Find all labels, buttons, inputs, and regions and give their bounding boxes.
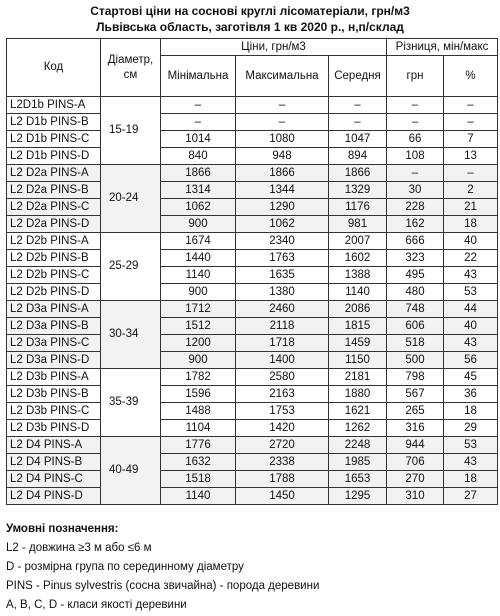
cell-code: L2 D2b PINS-B <box>7 250 101 267</box>
legend-line: PINS - Pinus sylvestris (сосна звичайна) - порода деревини <box>6 580 320 592</box>
table-row <box>7 114 498 131</box>
table-row <box>7 471 498 488</box>
cell-max: 2460 <box>236 301 329 318</box>
cell-diff-pct: 44 <box>444 301 498 318</box>
cell-diff-uah: 323 <box>387 250 444 267</box>
cell-avg: 2086 <box>329 301 387 318</box>
table-row <box>7 199 498 216</box>
cell-diff-pct: 2 <box>444 182 498 199</box>
cell-avg: 2248 <box>329 437 387 454</box>
cell-avg: 2181 <box>329 369 387 386</box>
header-code: Код <box>7 39 101 97</box>
cell-code: L2 D2a PINS-D <box>7 216 101 233</box>
cell-max: 2118 <box>236 318 329 335</box>
cell-max: 2163 <box>236 386 329 403</box>
cell-max: 1400 <box>236 352 329 369</box>
cell-code: L2 D1b PINS-B <box>7 114 101 131</box>
cell-diff-uah: 270 <box>387 471 444 488</box>
cell-min: 1632 <box>161 454 236 471</box>
cell-diff-uah: 66 <box>387 131 444 148</box>
legend-heading: Умовні позначення: <box>6 523 119 535</box>
cell-diameter: 35-39 <box>101 369 161 437</box>
cell-code: L2 D3b PINS-D <box>7 420 101 437</box>
table-body <box>7 97 498 505</box>
cell-max: 1062 <box>236 216 329 233</box>
table-row <box>7 335 498 352</box>
cell-diff-uah: 944 <box>387 437 444 454</box>
cell-code: L2 D3b PINS-B <box>7 386 101 403</box>
cell-min: – <box>161 114 236 131</box>
table-row <box>7 97 498 114</box>
cell-code: L2 D2b PINS-A <box>7 233 101 250</box>
cell-max: 1420 <box>236 420 329 437</box>
cell-code: L2 D3a PINS-A <box>7 301 101 318</box>
cell-diff-uah: 30 <box>387 182 444 199</box>
cell-diff-uah: 706 <box>387 454 444 471</box>
cell-diff-uah: 606 <box>387 318 444 335</box>
cell-code: L2 D4 PINS-B <box>7 454 101 471</box>
cell-avg: – <box>329 114 387 131</box>
cell-code: L2 D2b PINS-D <box>7 284 101 301</box>
cell-max: – <box>236 97 329 114</box>
cell-min: 1518 <box>161 471 236 488</box>
cell-diameter: 20-24 <box>101 165 161 233</box>
cell-max: 1290 <box>236 199 329 216</box>
cell-diff-pct: 29 <box>444 420 498 437</box>
title-line-2: Львівська область, заготівля 1 кв 2020 р., н,п/склад <box>96 20 404 34</box>
cell-code: L2 D3a PINS-C <box>7 335 101 352</box>
cell-diff-uah: 798 <box>387 369 444 386</box>
cell-code: L2 D2a PINS-B <box>7 182 101 199</box>
title-line-1: Стартові ціни на соснові круглі лісоматеріали, грн/м3 <box>90 4 410 18</box>
cell-max: – <box>236 114 329 131</box>
cell-min: 1782 <box>161 369 236 386</box>
table-row <box>7 369 498 386</box>
cell-diff-pct: – <box>444 97 498 114</box>
cell-diff-pct: 18 <box>444 216 498 233</box>
cell-diff-uah: 567 <box>387 386 444 403</box>
cell-diff-uah: 228 <box>387 199 444 216</box>
price-table <box>6 38 498 505</box>
table-row <box>7 233 498 250</box>
cell-min: 1488 <box>161 403 236 420</box>
cell-diff-pct: 40 <box>444 318 498 335</box>
cell-diff-pct: 36 <box>444 386 498 403</box>
cell-min: 1776 <box>161 437 236 454</box>
cell-min: 900 <box>161 216 236 233</box>
cell-diff-pct: 22 <box>444 250 498 267</box>
cell-avg: 894 <box>329 148 387 165</box>
legend-line: D - розмірна група по серединному діаметру <box>6 561 244 573</box>
cell-avg: 2007 <box>329 233 387 250</box>
cell-diff-pct: 18 <box>444 403 498 420</box>
cell-max: 1080 <box>236 131 329 148</box>
cell-max: 1763 <box>236 250 329 267</box>
header-prices: Ціни, грн/м3 <box>161 39 387 56</box>
header-min: Мінімальна <box>161 56 236 97</box>
cell-diff-uah: 518 <box>387 335 444 352</box>
header-avg: Середня <box>329 56 387 97</box>
table-row <box>7 488 498 505</box>
cell-diff-uah: 316 <box>387 420 444 437</box>
cell-max: 2720 <box>236 437 329 454</box>
table-row <box>7 165 498 182</box>
cell-diff-pct: 53 <box>444 284 498 301</box>
cell-avg: 1985 <box>329 454 387 471</box>
table-row <box>7 454 498 471</box>
cell-max: 1788 <box>236 471 329 488</box>
cell-diff-uah: – <box>387 165 444 182</box>
cell-avg: 1140 <box>329 284 387 301</box>
cell-code: L2 D3b PINS-A <box>7 369 101 386</box>
table-row <box>7 216 498 233</box>
cell-diff-pct: 40 <box>444 233 498 250</box>
cell-max: 1450 <box>236 488 329 505</box>
cell-max: 1718 <box>236 335 329 352</box>
header-diameter: Діаметр, см <box>101 39 161 97</box>
cell-diff-pct: 13 <box>444 148 498 165</box>
cell-min: 1104 <box>161 420 236 437</box>
cell-min: 1200 <box>161 335 236 352</box>
cell-diff-uah: 108 <box>387 148 444 165</box>
cell-avg: 1866 <box>329 165 387 182</box>
cell-diff-pct: 56 <box>444 352 498 369</box>
table-row <box>7 131 498 148</box>
cell-diff-uah: 495 <box>387 267 444 284</box>
cell-min: 1866 <box>161 165 236 182</box>
cell-diameter: 25-29 <box>101 233 161 301</box>
table-row <box>7 318 498 335</box>
cell-code: L2 D1b PINS-C <box>7 131 101 148</box>
cell-avg: 1815 <box>329 318 387 335</box>
cell-diff-pct: – <box>444 114 498 131</box>
cell-code: L2 D2b PINS-C <box>7 267 101 284</box>
cell-avg: 1176 <box>329 199 387 216</box>
cell-diff-pct: 43 <box>444 454 498 471</box>
cell-code: L2 D3a PINS-D <box>7 352 101 369</box>
cell-diff-uah: 265 <box>387 403 444 420</box>
table-row <box>7 284 498 301</box>
header-max: Максимальна <box>236 56 329 97</box>
cell-max: 1866 <box>236 165 329 182</box>
cell-avg: 1295 <box>329 488 387 505</box>
table-row <box>7 437 498 454</box>
legend <box>6 520 319 615</box>
cell-avg: 1262 <box>329 420 387 437</box>
cell-min: 1314 <box>161 182 236 199</box>
table-row <box>7 403 498 420</box>
cell-diameter: 30-34 <box>101 301 161 369</box>
table-row <box>7 386 498 403</box>
cell-avg: 1329 <box>329 182 387 199</box>
cell-min: 1596 <box>161 386 236 403</box>
cell-diameter: 15-19 <box>101 97 161 165</box>
cell-diff-pct: 21 <box>444 199 498 216</box>
cell-diff-uah: 310 <box>387 488 444 505</box>
cell-code: L2 D2a PINS-C <box>7 199 101 216</box>
cell-diff-pct: 27 <box>444 488 498 505</box>
cell-max: 2580 <box>236 369 329 386</box>
cell-diff-pct: – <box>444 165 498 182</box>
cell-avg: 1880 <box>329 386 387 403</box>
cell-avg: 1047 <box>329 131 387 148</box>
header-uah: грн <box>387 56 444 97</box>
cell-code: L2 D3b PINS-C <box>7 403 101 420</box>
cell-diff-uah: 666 <box>387 233 444 250</box>
header-diff: Різниця, мін/макс <box>387 39 498 56</box>
table-row <box>7 352 498 369</box>
cell-avg: 981 <box>329 216 387 233</box>
cell-diff-pct: 53 <box>444 437 498 454</box>
cell-diff-uah: 480 <box>387 284 444 301</box>
cell-avg: 1653 <box>329 471 387 488</box>
cell-code: L2 D4 PINS-C <box>7 471 101 488</box>
title <box>0 3 500 35</box>
cell-avg: 1621 <box>329 403 387 420</box>
cell-min: 1712 <box>161 301 236 318</box>
table-row <box>7 267 498 284</box>
table-row <box>7 250 498 267</box>
cell-diff-uah: 500 <box>387 352 444 369</box>
cell-code: L2 D3a PINS-B <box>7 318 101 335</box>
cell-min: – <box>161 97 236 114</box>
cell-avg: 1459 <box>329 335 387 352</box>
table-row <box>7 182 498 199</box>
cell-code: L2 D4 PINS-D <box>7 488 101 505</box>
table-row <box>7 420 498 437</box>
cell-min: 1014 <box>161 131 236 148</box>
cell-min: 1140 <box>161 267 236 284</box>
cell-max: 2338 <box>236 454 329 471</box>
cell-min: 1062 <box>161 199 236 216</box>
legend-line: A, B, C, D - класи якості деревини <box>6 599 187 611</box>
cell-avg: 1150 <box>329 352 387 369</box>
header-pct: % <box>444 56 498 97</box>
cell-min: 900 <box>161 352 236 369</box>
cell-diff-uah: – <box>387 114 444 131</box>
cell-max: 948 <box>236 148 329 165</box>
cell-min: 1674 <box>161 233 236 250</box>
table-row <box>7 301 498 318</box>
cell-diameter: 40-49 <box>101 437 161 505</box>
cell-min: 1140 <box>161 488 236 505</box>
cell-max: 1753 <box>236 403 329 420</box>
cell-code: L2 D4 PINS-A <box>7 437 101 454</box>
cell-max: 1635 <box>236 267 329 284</box>
legend-line: L2 - довжина ≥3 м або ≤6 м <box>6 542 152 554</box>
cell-diff-pct: 7 <box>444 131 498 148</box>
cell-diff-uah: 748 <box>387 301 444 318</box>
cell-diff-pct: 43 <box>444 267 498 284</box>
cell-avg: 1602 <box>329 250 387 267</box>
cell-diff-pct: 45 <box>444 369 498 386</box>
cell-min: 840 <box>161 148 236 165</box>
cell-diff-pct: 43 <box>444 335 498 352</box>
cell-min: 900 <box>161 284 236 301</box>
cell-diff-uah: 162 <box>387 216 444 233</box>
cell-max: 1344 <box>236 182 329 199</box>
cell-avg: 1388 <box>329 267 387 284</box>
cell-code: L2 D2a PINS-A <box>7 165 101 182</box>
cell-min: 1440 <box>161 250 236 267</box>
cell-code: L2 D1b PINS-D <box>7 148 101 165</box>
cell-max: 2340 <box>236 233 329 250</box>
cell-code: L2D1b PINS-A <box>7 97 101 114</box>
cell-diff-pct: 18 <box>444 471 498 488</box>
cell-max: 1380 <box>236 284 329 301</box>
table-row <box>7 148 498 165</box>
cell-avg: – <box>329 97 387 114</box>
cell-diff-uah: – <box>387 97 444 114</box>
cell-min: 1512 <box>161 318 236 335</box>
